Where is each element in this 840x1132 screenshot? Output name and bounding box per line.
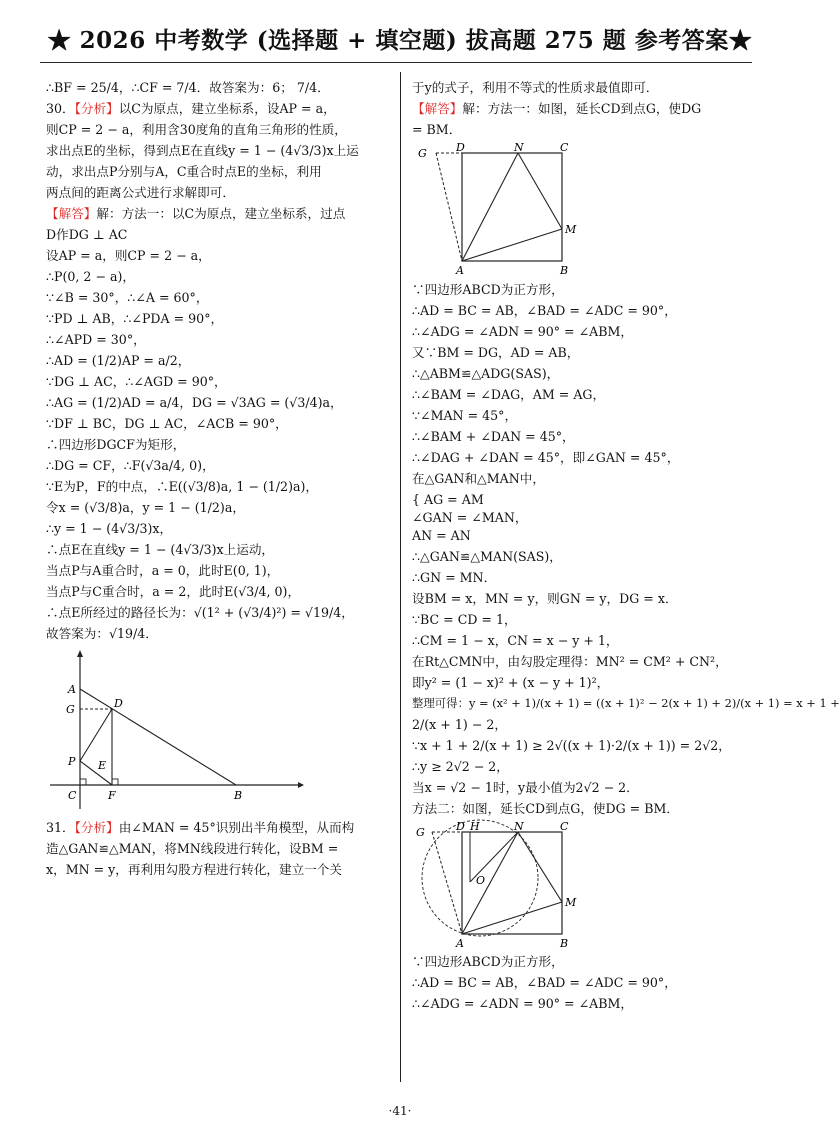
text-line: 求出点E的坐标，得到点E在直线y = 1 − (4√3/3)x上运 [46, 143, 359, 158]
text-line: ∴∠ADG = ∠ADN = 90° = ∠ABM， [412, 996, 633, 1011]
label-P: P [68, 755, 76, 768]
label-C: C [68, 789, 77, 802]
problem-30-solution: 【解答】解：方法一：以C为原点，建立坐标系，过点 [46, 206, 346, 221]
text-line: ∴∠BAM = ∠DAG，AM = AG， [412, 387, 606, 402]
label-N: N [514, 141, 524, 154]
label-A: A [456, 264, 464, 277]
text-line: AN = AN [412, 528, 471, 543]
text-line: ∠GAN = ∠MAN， [412, 510, 528, 525]
label-H: H [470, 820, 480, 833]
text-line: ∴△GAN≌△MAN(SAS)， [412, 549, 562, 564]
problem-30-analysis: 30．【分析】以C为原点，建立坐标系，设AP = a， [46, 101, 336, 116]
text-line: ∵x + 1 + 2/(x + 1) ≥ 2√((x + 1)·2/(x + 1)) = 2√2， [412, 738, 731, 753]
label-E: E [98, 759, 107, 772]
text-line: 在Rt△CMN中，由勾股定理得：MN² = CM² + CN²， [412, 654, 728, 669]
text-line: 造△GAN≌△MAN，将MN线段进行转化，设BM = [46, 841, 339, 856]
text-line: ∴DG = CF，∴F(√3a/4, 0)， [46, 458, 215, 473]
text-line: 当x = √2 − 1时，y最小值为2√2 − 2． [412, 780, 639, 795]
label-D: D [456, 820, 465, 833]
label-O: O [476, 874, 486, 887]
label-B: B [560, 937, 569, 950]
square-figure-method-2 [412, 822, 612, 950]
label-B: B [560, 264, 569, 277]
label-C: C [560, 141, 569, 154]
text-line: 令x = (√3/8)a，y = 1 − (1/2)a， [46, 500, 245, 515]
text-line: 2/(x + 1) − 2， [412, 717, 507, 732]
header-divider [40, 62, 752, 63]
text-line: 在△GAN和△MAN中， [412, 471, 545, 486]
label-N: N [514, 820, 524, 833]
text-line: ∴∠APD = 30°， [46, 332, 146, 347]
label-B: B [234, 789, 243, 802]
label-M: M [565, 223, 577, 236]
text-line: ∴AD = (1/2)AP = a/2， [46, 353, 191, 368]
label-A: A [456, 937, 464, 950]
label-G: G [418, 147, 427, 160]
text-line: ∴AD = BC = AB，∠BAD = ∠ADC = 90°， [412, 975, 677, 990]
text-line: ∴y ≥ 2√2 − 2， [412, 759, 509, 774]
text-line: 于y的式子，利用不等式的性质求最值即可． [412, 80, 659, 95]
text-line: ∵DG ⊥ AC，∴∠AGD = 90°， [46, 374, 227, 389]
left-column [46, 80, 394, 883]
coordinate-figure [46, 649, 306, 814]
label-D: D [456, 141, 465, 154]
text-line: D作DG ⊥ AC [46, 227, 128, 242]
problem-31-analysis: 31．【分析】由∠MAN = 45°识别出半角模型，从而构 [46, 820, 355, 835]
text-line: ∴AG = (1/2)AD = a/4，DG = √3AG = (√3/4)a， [46, 395, 343, 410]
text-line: ∵四边形ABCD为正方形， [412, 282, 564, 297]
text-line: 又∵BM = DG，AD = AB， [412, 345, 580, 360]
text-line: ∴y = 1 − (4√3/3)x， [46, 521, 173, 536]
text-line: 则CP = 2 − a，利用含30度角的直角三角形的性质， [46, 122, 347, 137]
text-line: 当点P与A重合时，a = 0，此时E(0, 1)， [46, 563, 280, 578]
text-line: ∵E为P，F的中点，∴E((√3/8)a, 1 − (1/2)a)， [46, 479, 318, 494]
label-A: A [68, 683, 76, 696]
section-tag: 【解答】 [412, 101, 463, 116]
text-line: ∵DF ⊥ BC，DG ⊥ AC，∠ACB = 90°， [46, 416, 288, 431]
text-line: ∵PD ⊥ AB，∴∠PDA = 90°， [46, 311, 224, 326]
label-F: F [108, 789, 116, 802]
text-line: 设AP = a，则CP = 2 − a， [46, 248, 211, 263]
text-line: ∵∠MAN = 45°， [412, 408, 518, 423]
text-line: 整理可得：y = (x² + 1)/(x + 1) = ((x + 1)² − 2(x + 1) + 2)/(x + 1) = x + 1 + [412, 696, 840, 710]
section-tag: 【分析】 [74, 820, 119, 835]
label-C: C [560, 820, 569, 833]
text-line: ∵四边形ABCD为正方形， [412, 954, 564, 969]
label-D: D [114, 697, 123, 710]
text-line: 动，求出点P分别与A，C重合时点E的坐标，利用 [46, 164, 322, 179]
text-line: ∴点E所经过的路径长为：√(1² + (√3/4)²) = √19/4， [46, 605, 354, 620]
text-line: 即y² = (1 − x)² + (x − y + 1)²， [412, 675, 610, 690]
text-line: 设BM = x，MN = y，则GN = y，DG = x． [412, 591, 678, 606]
column-divider [400, 72, 401, 1082]
text-line: ∴∠DAG + ∠DAN = 45°，即∠GAN = 45°， [412, 450, 680, 465]
label-G: G [66, 703, 75, 716]
section-tag: 【解答】 [46, 206, 97, 221]
text-line: ∴∠ADG = ∠ADN = 90° = ∠ABM， [412, 324, 633, 339]
label-G: G [416, 826, 425, 839]
text-line: ∴△ABM≌△ADG(SAS)， [412, 366, 560, 381]
text-line: 方法二：如图，延长CD到点G，使DG = BM． [412, 801, 679, 816]
text-line: ∴四边形DGCF为矩形， [46, 437, 186, 452]
right-column [412, 80, 840, 1017]
text-line: ∴GN = MN． [412, 570, 497, 585]
text-line: ∴CM = 1 − x，CN = x − y + 1， [412, 633, 619, 648]
page-title: ★ 2026 中考数学 (选择题 + 填空题) 拔高题 275 题 参考答案★ [47, 27, 753, 54]
text-line: ∴∠BAM + ∠DAN = 45°， [412, 429, 575, 444]
text-line: = BM． [412, 122, 462, 137]
text-line: ∴点E在直线y = 1 − (4√3/3)x上运动， [46, 542, 275, 557]
label-M: M [565, 896, 577, 909]
text-line: ∴BF = 25/4，∴CF = 7/4．故答案为：6； 7/4． [46, 80, 330, 95]
text-line: ∵∠B = 30°，∴∠A = 60°， [46, 290, 209, 305]
text-line: 故答案为：√19/4． [46, 626, 158, 641]
text-line: 两点间的距离公式进行求解即可． [46, 185, 235, 200]
text-line: ∴P(0, 2 − a)， [46, 269, 136, 284]
page-number: ·41· [388, 1104, 412, 1118]
problem-31-solution: 【解答】解：方法一：如图，延长CD到点G，使DG [412, 101, 702, 116]
text-line: 当点P与C重合时，a = 2，此时E(√3/4, 0)， [46, 584, 301, 599]
text-line: { AG = AM [412, 492, 484, 507]
text-line: ∵BC = CD = 1， [412, 612, 517, 627]
section-tag: 【分析】 [74, 101, 119, 116]
square-figure-method-1 [412, 143, 612, 278]
text-line: x，MN = y，再利用勾股方程进行转化，建立一个关 [46, 862, 342, 877]
text-line: ∴AD = BC = AB，∠BAD = ∠ADC = 90°， [412, 303, 677, 318]
